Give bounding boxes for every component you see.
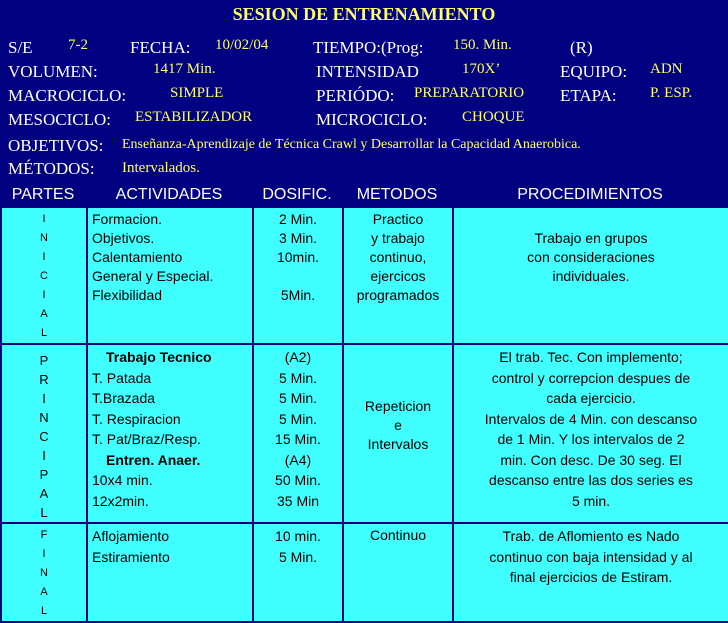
cell-line: Flexibilidad	[92, 287, 163, 303]
header-actividades: ACTIVIDADES	[115, 186, 223, 203]
cell-line: P	[39, 467, 49, 482]
cell-line: T. Respiracion	[92, 410, 181, 427]
tiempo-label: TIEMPO:(Prog:	[313, 38, 424, 57]
page-title: SESION DE ENTRENAMIENTO	[232, 4, 496, 24]
tiempo-value: 150. Min.	[453, 37, 512, 53]
cell-line: Estiramiento	[92, 548, 170, 565]
fecha-label: FECHA:	[130, 38, 191, 57]
cell-line: ejercicos	[370, 268, 426, 284]
cell-line: T.Brazada	[92, 390, 156, 406]
header-procedimientos: PROCEDIMIENTOS	[517, 186, 663, 203]
intensidad-label: INTENSIDAD	[316, 62, 419, 81]
cell-line: A	[39, 486, 49, 501]
activities-inicial	[87, 207, 253, 344]
session-table	[0, 206, 728, 623]
cell-line: L	[40, 605, 48, 617]
cell-line: L	[40, 327, 48, 339]
cell-line: programados	[356, 287, 440, 303]
activities-principal	[87, 344, 253, 523]
mesociclo-value: ESTABILIZADOR	[135, 109, 253, 125]
header-partes: PARTES	[11, 186, 75, 203]
table-row-final	[1, 523, 728, 622]
objetivos-value: Enseñanza-Aprendizaje de Técnica Crawl y Desarrollar la Capacidad Anaerobica.	[122, 137, 581, 152]
equipo-value: ADN	[650, 61, 683, 77]
cell-line: N	[40, 232, 48, 244]
cell-line: 10x4 min.	[92, 472, 153, 488]
cell-line: e	[394, 417, 402, 433]
methods-principal	[343, 344, 453, 523]
dosage-inicial	[253, 207, 343, 344]
metodos-value: Intervalados.	[122, 160, 200, 176]
cell-line: control y correpcion despues de	[491, 369, 691, 386]
table-header	[0, 185, 728, 207]
cell-line: A	[40, 586, 48, 598]
cell-line: Calentamiento	[92, 249, 183, 265]
cell-line: General y Especial.	[92, 268, 214, 284]
cell-line: Continuo	[369, 527, 427, 543]
cell-line: descanso entre las dos series es	[489, 472, 693, 488]
cell-line: I	[42, 289, 46, 301]
cell-line: cada ejercicio.	[546, 390, 636, 406]
cell-line: I	[42, 213, 46, 225]
microciclo-value: CHOQUE	[462, 109, 525, 125]
table-row-principal	[1, 344, 728, 523]
equipo-label: EQUIPO:	[560, 62, 628, 81]
cell-line: 50 Min.	[275, 472, 321, 488]
cell-line	[258, 267, 338, 286]
cell-line: 15 Min.	[275, 431, 321, 447]
cell-line: T. Patada	[92, 369, 152, 386]
activities-final	[87, 523, 253, 622]
objetivos-label: OBJETIVOS:	[8, 136, 104, 155]
cell-line: (A4)	[284, 451, 312, 468]
etapa-value: P. ESP.	[650, 85, 693, 101]
cell-line: L	[40, 505, 48, 520]
cell-line: Formacion.	[92, 211, 163, 227]
cell-line: 5 min.	[571, 492, 611, 509]
se-label: S/E	[8, 38, 33, 57]
cell-line: I	[42, 251, 46, 263]
cell-line: 2 Min.	[278, 211, 318, 227]
se-value: 7-2	[68, 37, 88, 53]
cell-line: C	[40, 270, 48, 282]
cell-line: Aflojamiento	[92, 528, 170, 544]
dosage-final	[253, 523, 343, 622]
cell-line: Trabajo en grupos	[534, 230, 648, 246]
cell-line: 5 Min.	[278, 548, 318, 565]
volumen-value: 1417 Min.	[153, 61, 216, 77]
volumen-label: VOLUMEN:	[8, 62, 98, 81]
part-principal	[1, 344, 87, 523]
dosage-principal	[253, 344, 343, 523]
cell-line: 10min.	[276, 249, 320, 265]
table-row-inicial	[1, 207, 728, 344]
intensidad-value: 170X’	[462, 61, 501, 77]
periodo-value: PREPARATORIO	[414, 85, 525, 101]
cell-line: A	[40, 308, 48, 320]
cell-line: y trabajo	[371, 230, 425, 246]
cell-line: El trab. Tec. Con implemento;	[499, 349, 683, 365]
periodo-label: PERIÓDO:	[316, 86, 395, 105]
cell-line: continuo,	[369, 249, 427, 265]
cell-line: 10 min.	[275, 528, 321, 544]
cell-line: N	[40, 567, 48, 579]
macrociclo-label: MACROCICLO:	[8, 86, 127, 105]
cell-line: Objetivos.	[92, 230, 155, 246]
cell-line: 35 Min	[276, 492, 320, 509]
metodos-label: MÉTODOS:	[8, 159, 95, 178]
cell-line: C	[39, 429, 49, 444]
cell-line: Repeticion	[364, 398, 432, 414]
procedures-inicial	[453, 207, 728, 344]
macrociclo-value: SIMPLE	[170, 85, 224, 101]
procedures-final	[453, 523, 728, 622]
cell-line: continuo con baja intensidad y al	[489, 548, 693, 565]
cell-line: F	[40, 529, 48, 541]
cell-line: N	[39, 410, 49, 425]
cell-line: Practico	[372, 211, 424, 227]
methods-final	[343, 523, 453, 622]
cell-line: min. Con desc. De 30 seg. El	[500, 451, 682, 468]
cell-line: con consideraciones	[527, 249, 655, 265]
cell-line: 3 Min.	[278, 230, 318, 246]
header-dosific: DOSIFIC.	[262, 186, 332, 203]
methods-inicial	[343, 207, 453, 344]
cell-line: Intervalos	[367, 436, 429, 452]
etapa-label: ETAPA:	[560, 86, 617, 105]
cell-line: Trab. de Aflomiento es Nado	[502, 528, 680, 544]
cell-line: de 1 Min. Y los intervalos de 2	[497, 431, 685, 447]
cell-line: P	[39, 353, 49, 368]
microciclo-label: MICROCICLO:	[316, 110, 428, 129]
mesociclo-label: MESOCICLO:	[8, 110, 111, 129]
header-metodos: METODOS	[356, 186, 438, 203]
cell-line: 5 Min.	[278, 390, 318, 406]
cell-line: Intervalos de 4 Min. con descanso	[484, 410, 698, 427]
cell-line: I	[42, 391, 46, 406]
cell-line: (A2)	[284, 349, 312, 365]
cell-line: T. Pat/Braz/Resp.	[92, 431, 201, 447]
fecha-value: 10/02/04	[215, 37, 269, 53]
cell-line: I	[42, 448, 46, 463]
r-label: (R)	[570, 38, 593, 57]
cell-line: 12x2min.	[92, 492, 149, 509]
part-inicial	[1, 207, 87, 344]
cell-line: final ejercicios de Estiram.	[509, 569, 673, 585]
cell-line: Trabajo Tecnico	[106, 349, 212, 365]
cell-line: 5Min.	[280, 287, 316, 303]
cell-line: R	[39, 372, 49, 387]
procedures-principal	[453, 344, 728, 523]
cell-line: 5 Min.	[278, 369, 318, 386]
part-final	[1, 523, 87, 622]
cell-line: Entren. Anaer.	[106, 451, 201, 468]
cell-line: 5 Min.	[278, 410, 318, 427]
cell-line: individuales.	[552, 268, 630, 284]
cell-line: I	[42, 548, 46, 560]
